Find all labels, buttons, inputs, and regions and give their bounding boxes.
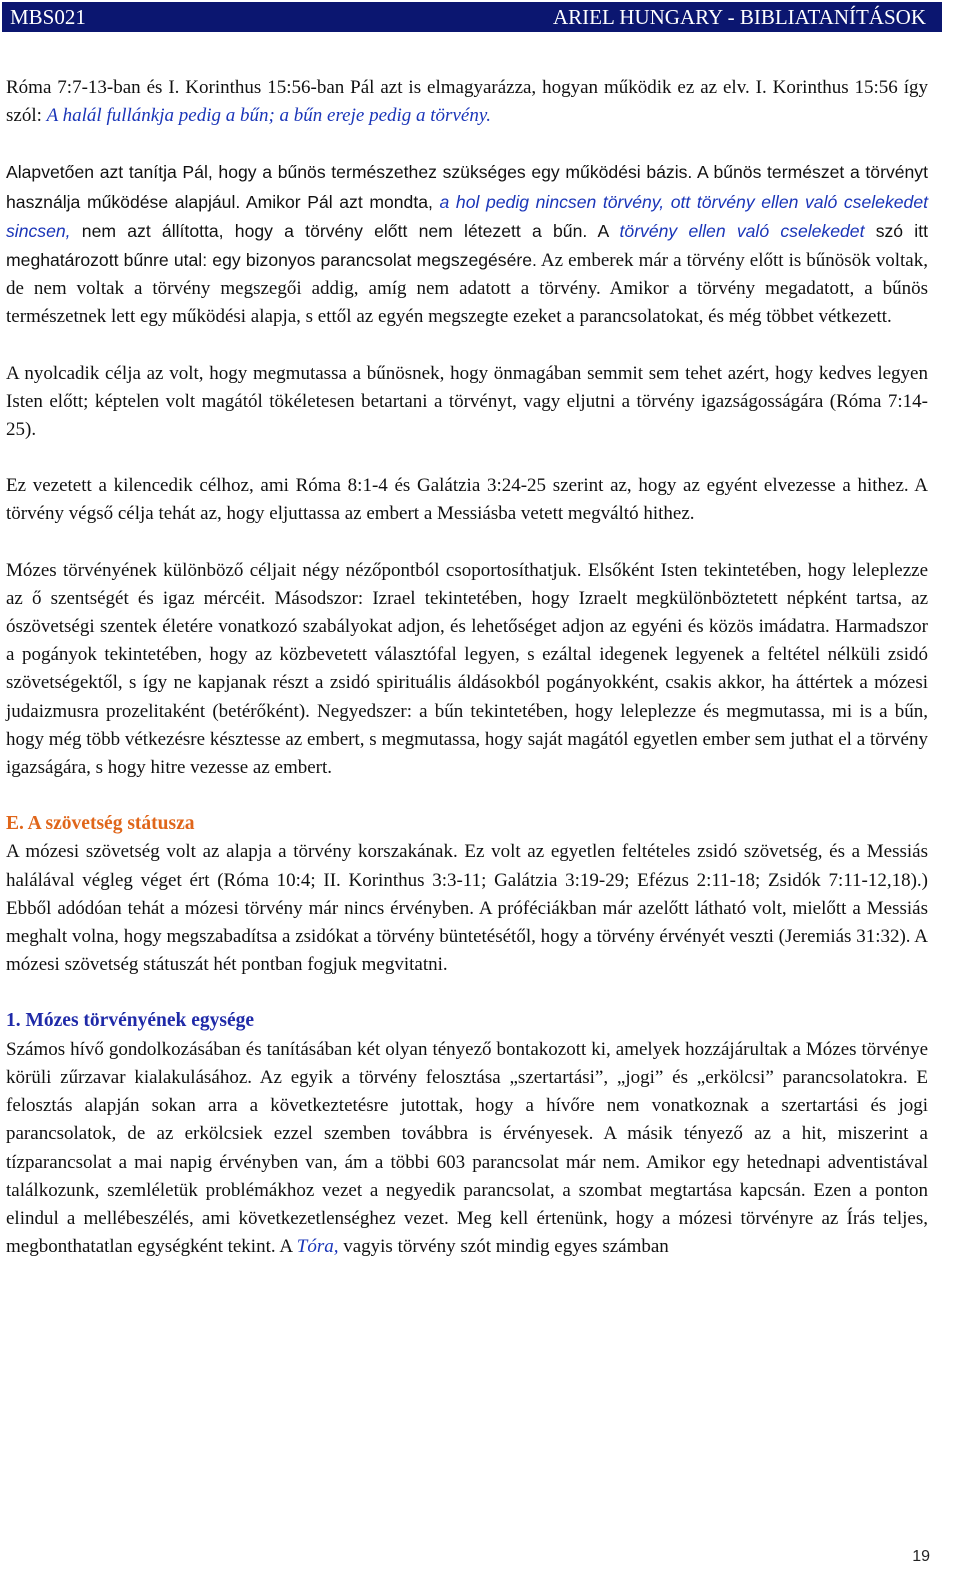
text-run: vagyis törvény szót mindig egyes számban [338, 1236, 669, 1258]
scripture-quote: törvény ellen való cselekedet [619, 220, 865, 241]
hebrew-term: Tóra, [296, 1236, 339, 1258]
paragraph-2 [6, 158, 928, 331]
text-run: nem azt állította, hogy a törvény előtt nem létezett a bűn. A [70, 220, 620, 241]
paragraph-1 [6, 74, 928, 130]
text-run: Számos hívő gondolkozásában és tanításában két olyan tényező bontakozott ki, amelyek hozzájárultak a Mózes törvénye körüli zűrzavar kialakulásához. Az egyik a törvény felosztása „szertartási”, „jogi” és „erkölcsi” parancsolatokra. E felosztás alapján sokan arra a következtetésre jutottak, hogy a hívőre nem vonatkoznak a szertartási és jogi parancsolatok, de az erkölcsiek ezzel szemben továbbra is érvényesek. A másik tényező az a hit, miszerint a tízparancsolat a mai napig érvényben van, ám a többi 603 parancsolat már nem. Amikor egy hetednapi adventistával találkozunk, szemléletük problémákhoz vezet a negyedik parancsolat, a szombat megtartása kapcsán. Ezen a ponton elindul a mellébeszélés, ami következetlenséghez vezet. Meg kell értenünk, hogy a mózesi törvényre az Írás teljes, megbonthatatlan egységként tekint. A [6, 1038, 928, 1258]
text-run: Alapvetően azt tanítja Pál, hogy a bűnös természethez szükséges egy működési bázis. A bűnös természet a törvényt használja működése alapjául. Amikor Pál azt mondta, [6, 162, 928, 212]
paragraph-6: A mózesi szövetség volt az alapja a törvény korszakának. Ez volt az egyetlen feltételes zsidó szövetség, és a Messiás halálával végleg véget ért (Róma 10:4; II. Korinthus 3:3-11; Galátzia 3:19-29; Efézus 2:11-18; Zsidók 7:11-12,18).) Ebből adódóan tehát a mózesi törvény már nincs érvényben. A próféciákban már azelőtt látható volt, mielőtt a Messiás meghalt volna, hogy megszabadítsa a zsidókat a törvény büntetésétől, hogy a törvény érvényét veszti (Jeremiás 31:32). A mózesi szövetség státuszát hét pontban fogjuk megvitatni. [6, 841, 928, 976]
page-body [6, 74, 928, 1261]
paragraph-4: Ez vezetett a kilencedik célhoz, ami Róma 8:1-4 és Galátzia 3:24-25 szerint az, hogy az egyént elvezesse a hithez. A törvény végső célja tehát az, hogy eljuttassa az embert a Messiásba vetett megváltó hithez. [6, 475, 928, 525]
document-series-title: ARIEL HUNGARY - BIBLIATANÍTÁSOK [553, 4, 926, 29]
document-code: MBS021 [10, 4, 86, 29]
page-number: 19 [912, 1548, 930, 1565]
scripture-quote: a hol pedig nincsen törvény, ott törvény ellen való cselekedet sincsen, [6, 191, 928, 241]
text-run: Az emberek már a törvény előtt is bűnösök voltak, de nem voltak a törvény megszegői addig, amíg nem adatott a törvény. Amikor a törvény megadatott, a bűnös természetnek lett egy működési alapja, s ettől az egyén megszegte ezeket a parancsolatokat, és még többet vétkezett. [6, 250, 928, 328]
paragraph-3: A nyolcadik célja az volt, hogy megmutassa a bűnösnek, hogy önmagában semmit sem tehet azért, hogy kedves legyen Isten előtt; képtelen volt magától tökéletesen betartani a törvényt, vagy eljutni a törvény igazságosságára (Róma 7:14-25). [6, 362, 928, 441]
text-run: szó itt meghatározott bűnre utal: egy bizonyos parancsolat megszegésére. [6, 220, 928, 271]
section-heading-e: E. A szövetség státusza [6, 813, 195, 835]
page-header [2, 2, 942, 32]
paragraph-5: Mózes törvényének különböző céljait négy nézőpontból csoportosíthatjuk. Elsőként Isten tekintetében, hogy leleplezze az ő szentségét és igaz mércéit. Másodszor: Izrael tekintetében, hogy Izraelt megkülönböztetett népként tartsa, az ószövetségi szentek életére vonatkozó szabályokat adjon, és lehetőséget adjon az egyéni és közös imádatra. Harmadszor a pogányok tekintetében, hogy az közbevetett választófal legyen, s ezáltal idegenek legyenek a feltétel nélküli zsidó szövetségektől, s így ne kapjanak részt a zsidó spirituális áldásokból pogányokként, csakis akkor, ha áttértek a mózesi judaizmusra prozelitaként (betérőként). Negyedszer: a bűn tekintetében, hogy leleplezze és megmutassa, mi is a bűn, hogy még több vétkezésre késztesse az embert, s megmutassa, hogy saját magától egyetlen ember sem juthat el a törvény igazságára, s hogy hitre vezesse az embert. [6, 559, 928, 779]
scripture-quote: A halál fullánkja pedig a bűn; a bűn ereje pedig a törvény. [46, 105, 491, 127]
subsection-heading-1: 1. Mózes törvényének egysége [6, 1010, 255, 1032]
paragraph-7 [6, 1036, 928, 1262]
text-run: Róma 7:7-13-ban és I. Korinthus 15:56-ban Pál azt is elmagyarázza, hogyan működik ez az elv. I. Korinthus 15:56 így szól: [6, 77, 928, 127]
